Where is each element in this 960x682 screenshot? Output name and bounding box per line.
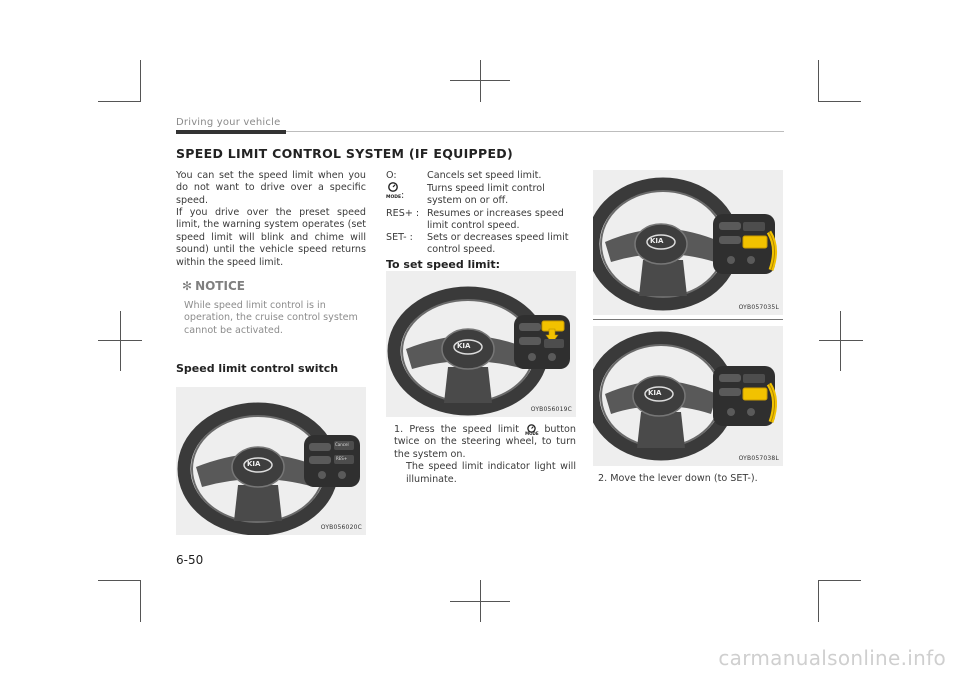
steering-wheel-illustration	[593, 326, 783, 466]
definition-value: Turns speed limit control system on or off.	[427, 183, 545, 207]
res-label: RES+	[336, 456, 348, 461]
watermark: carmanualsonline.info	[718, 646, 946, 670]
kia-logo-text: KIA	[650, 237, 664, 245]
kia-logo-text: KIA	[648, 389, 662, 397]
definition-key: RES+ :	[386, 208, 420, 219]
notice-symbol-icon: ✻	[182, 279, 193, 293]
definition-value: Sets or decreases speed limit control speed.	[427, 232, 569, 256]
definition-cancel	[386, 170, 581, 183]
notice-heading	[176, 279, 245, 293]
switch-section-title: Speed limit control switch	[176, 362, 339, 375]
definition-key: SET- :	[386, 232, 413, 243]
figure-divider	[593, 319, 783, 320]
kia-logo-text: KIA	[247, 460, 261, 468]
mode-icon-text: MODE	[525, 431, 539, 436]
steering-wheel-figure-3	[593, 170, 783, 315]
steering-wheel-illustration	[386, 271, 576, 417]
speed-limit-button-icon	[525, 424, 538, 436]
definition-key: O:	[386, 170, 397, 181]
figure-code-4: OYB057038L	[738, 455, 779, 462]
figure-code-3: OYB057035L	[738, 304, 779, 311]
step-1-text-a: 1. Press the speed limit	[394, 424, 519, 435]
definition-mode	[386, 183, 581, 209]
set-section-title: To set speed limit:	[386, 258, 501, 271]
section-header-label: Driving your vehicle	[176, 117, 281, 128]
step-1-instruction	[394, 424, 576, 486]
notice-title: NOTICE	[195, 279, 245, 293]
definition-key: :	[401, 190, 405, 201]
figure-code-1: OYB056020C	[320, 524, 362, 531]
definition-res	[386, 208, 581, 234]
step-1-text-b: button twice on the steering wheel, to turn the system on.	[394, 424, 576, 460]
page-number: 6-50	[176, 553, 204, 567]
steering-wheel-illustration	[176, 387, 366, 535]
kia-logo-text: KIA	[457, 342, 471, 350]
definition-set	[386, 232, 581, 258]
figure-code-2: OYB056019C	[530, 406, 572, 413]
intro-paragraph-2: If you drive over the preset speed limit, the warning system operates (set speed limit will blink and chime will sound) until the vehicle speed returns within the speed limit.	[176, 207, 366, 268]
steering-wheel-figure-4	[593, 326, 783, 466]
mode-icon	[386, 182, 405, 201]
step-2-instruction: 2. Move the lever down (to SET-).	[598, 473, 758, 484]
header-rule	[286, 131, 784, 132]
step-1-text-c: The speed limit indicator light will illuminate.	[406, 461, 576, 485]
mode-icon-text: MODE	[386, 195, 402, 200]
header-bar	[176, 130, 286, 134]
steering-wheel-figure-2	[386, 271, 576, 417]
definition-value: Resumes or increases speed limit control speed.	[427, 208, 564, 232]
intro-paragraph-1: You can set the speed limit when you do not want to drive over a specific speed.	[176, 170, 366, 206]
page-title: SPEED LIMIT CONTROL SYSTEM (IF EQUIPPED)	[176, 146, 513, 161]
definition-value: Cancels set speed limit.	[427, 170, 542, 181]
notice-body: While speed limit control is in operation, the cruise control system cannot be activated.	[184, 300, 358, 336]
cancel-label: Cancel	[335, 442, 349, 447]
steering-wheel-figure-1	[176, 387, 366, 535]
steering-wheel-illustration	[593, 170, 783, 315]
